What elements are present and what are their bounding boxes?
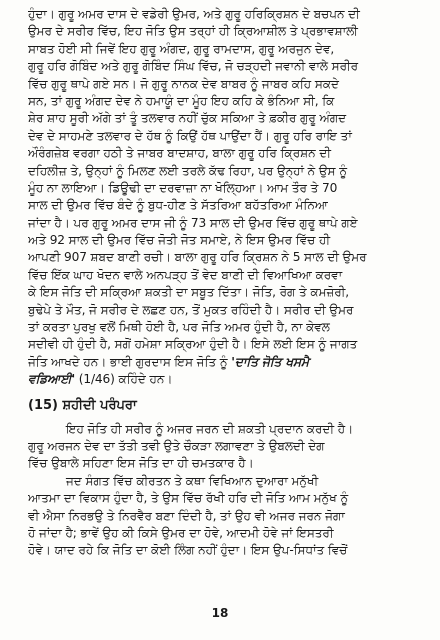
text-line: ਸਦੀਵੀ ਹੀ ਹੁੰਦੀ ਹੈ, ਸਗੋਂ ਹਮੇਸ਼ਾ ਸਕ੍ਰਿਆ ਹੁੰਦੀ ਹੈ। ਇਸੇ ਲਈ ਇਸ ਨੂੰ ਜਾਗਤ: [28, 337, 358, 352]
text-line: ਹੁੰਦਾ। ਗੁਰੂ ਅਮਰ ਦਾਸ ਦੇ ਵਡੇਰੀ ਉਮਰ, ਅਤੇ ਗੁਰੂ ਹਰਿਕ੍ਰਿਸ਼ਨ ਦੇ ਬਚਪਨ ਦੀ: [28, 7, 360, 21]
paragraph-3: [28, 473, 414, 560]
paragraph-1: [28, 6, 414, 389]
text-line: ਸ਼ੇਰ ਸ਼ਾਹ ਸੂਰੀ ਅੱਗੇ ਤਾਂ ਤੂੰ ਤਲਵਾਰ ਨਹੀਂ ਚੁੱਕ ਸਕਿਆ ਤੇ ਫ਼ਕੀਰ ਗੁਰੂ ਅੰਗਦ: [28, 111, 347, 126]
text-line: [28, 354, 414, 371]
paragraph-2: [28, 421, 414, 473]
text-line: ਗੁਰੂ ਹਰਿ ਗੋਬਿੰਦ ਅਤੇ ਗੁਰੂ ਗੋਬਿੰਦ ਸਿੰਘ ਵਿੱਚ, ਜੋ ਚੜ੍ਹਦੀ ਜਵਾਨੀ ਵਾਲੇ ਸਰੀਰ: [28, 59, 359, 74]
page-content: [28, 6, 414, 560]
text-line: ਜਾਂਦਾ ਹੈ। ਪਰ ਗੁਰੂ ਅਮਰ ਦਾਸ ਜੀ ਨੂੰ 73 ਸਾਲ ਦੀ ਉਮਰ ਵਿੱਚ ਗੁਰੂ ਥਾਪੇ ਗਏ: [28, 215, 358, 230]
text-line: ਜਦ ਸੰਗਤ ਵਿੱਚ ਕੀਰਤਨ ਤੇ ਕਥਾ ਵਿਖਿਆਨ ਦੁਆਰਾ ਮਨੁੱਖੀ: [66, 473, 319, 488]
text-line: ਵਿੱਚ ਗੁਰੂ ਥਾਪੇ ਗਏ ਸਨ। ਜੋ ਗੁਰੂ ਨਾਨਕ ਦੇਵ ਬਾਬਰ ਨੂੰ ਜਾਬਰ ਕਹਿ ਸਕਦੇ: [28, 76, 339, 91]
text-line: ਵੀ ਐਸਾ ਨਿਰਭਉ ਤੇ ਨਿਰਵੈਰ ਬਣਾ ਦਿੰਦੀ ਹੈ, ਤਾਂ ਉਹ ਵੀ ਅਜਰ ਜਰਨ ਜੋਗਾ: [28, 508, 345, 523]
quote-text: 'ਦਾਤਿ ਜੋਤਿ ਖਸਮੈ: [231, 354, 309, 369]
text-line: ਆਪਣੀ 907 ਸ਼ਬਦ ਬਾਣੀ ਰਚੀ। ਬਾਲਾ ਗੁਰੂ ਹਰਿ ਕ੍ਰਿਸ਼ਨ ਨੇ 5 ਸਾਲ ਦੀ ਉਮਰ: [28, 250, 367, 265]
text-line: [28, 371, 414, 388]
text-line: ਅਤੇ 92 ਸਾਲ ਦੀ ਉਮਰ ਵਿੱਚ ਜੋਤੀ ਜੋਤ ਸਮਾਏ, ਨੇ ਇਸ ਉਮਰ ਵਿੱਚ ਹੀ: [28, 233, 331, 248]
text-line: ਵਿੱਚ ਇੱਕ ਘਾਹ ਖੋਦਨ ਵਾਲੇ ਅਨਪੜ੍ਹ ਤੋਂ ਵੇਦ ਬਾਣੀ ਦੀ ਵਿਆਖਿਆ ਕਰਵਾ: [28, 267, 343, 282]
text-line: ਵਿੱਚ ਉਬਾਲੇ ਸਹਿਣਾ ਇਸ ਜੋਤਿ ਦਾ ਹੀ ਚਮਤਕਾਰ ਹੈ।: [28, 456, 254, 471]
text-line: ਹੋਵੇ। ਯਾਦ ਰਹੇ ਕਿ ਜੋਤਿ ਦਾ ਕੋਈ ਲਿੰਗ ਨਹੀਂ ਹੁੰਦਾ। ਇਸ ਉਪ-ਸਿਧਾਂਤ ਵਿਚੋਂ: [28, 543, 348, 558]
section-heading: (15) ਸ਼ਹੀਦੀ ਪਰੰਪਰਾ: [28, 397, 137, 413]
page-number: 18: [211, 606, 229, 620]
text-line: ਸਾਬਤ ਹੋਈ ਸੀ ਜਿਵੇਂ ਇਹ ਗੁਰੂ ਅੰਗਦ, ਗੁਰੂ ਰਾਮਦਾਸ, ਗੁਰੂ ਅਰਜੁਨ ਦੇਵ,: [28, 41, 335, 56]
text-line: ਆਤਮਾ ਦਾ ਵਿਕਾਸ ਹੁੰਦਾ ਹੈ, ਤੇ ਉਸ ਵਿੱਚ ਰੱਖੀ ਹਰਿ ਦੀ ਜੋਤਿ ਆਮ ਮਨੁੱਖ ਨੂੰ: [28, 491, 349, 506]
text-line: ਹੋ ਜਾਂਦਾ ਹੈ; ਭਾਵੇਂ ਉਹ ਕੀ ਕਿਸੇ ਉਮਰ ਦਾ ਹੋਵੇ, ਆਦਮੀ ਹੋਵੇ ਜਾਂ ਇਸਤਰੀ: [28, 525, 334, 540]
text-line: ਮੂੰਹ ਨਾ ਲਾਇਆ। ਡਿਊਢੀ ਦਾ ਦਰਵਾਜ਼ਾ ਨਾ ਖੋਲ੍ਹਿਆ। ਆਮ ਤੌਰ ਤੇ 70: [28, 180, 338, 195]
text-line: ਤਾਂ ਕਰਤਾ ਪੁਰਖੁ ਵਲੋਂ ਮਿਥੀ ਹੋਈ ਹੈ, ਪਰ ਜੋਤਿ ਅਮਰ ਹੁੰਦੀ ਹੈ, ਨਾ ਕੇਵਲ: [28, 320, 330, 335]
text-line: ਔਰੰਗਜ਼ੇਬ ਵਰਗਾ ਹਠੀ ਤੇ ਜਾਬਰ ਬਾਦਸ਼ਾਹ, ਬਾਲਾ ਗੁਰੂ ਹਰਿ ਕ੍ਰਿਸ਼ਨ ਦੀ: [28, 146, 331, 161]
text-line: ਬੁਢੇਪੇ ਤੇ ਮੌਤ, ਜੋ ਸਰੀਰ ਦੇ ਲਛਣ ਹਨ, ਤੋਂ ਮੁਕਤ ਰਹਿੰਦੀ ਹੈ। ਸਰੀਰ ਦੀ ਉਮਰ: [28, 302, 354, 317]
text-line: ਗੁਰੂ ਅਰਜਨ ਦੇਵ ਦਾ ਤੱਤੀ ਤਵੀ ਉਤੇ ਚੌਕੜਾ ਲਗਾਵਣਾ ਤੇ ਉਬਲਦੀ ਦੇਗ: [28, 438, 325, 453]
text-line: ਉਮਰ ਦੇ ਸਰੀਰ ਵਿੱਚ, ਇਹ ਜੋਤਿ ਉਸ ਤਰ੍ਹਾਂ ਹੀ ਕ੍ਰਿਆਸ਼ੀਲ ਤੇ ਪ੍ਰਭਾਵਸ਼ਾਲੀ: [28, 24, 358, 39]
quote-text-end: ਵਡਿਆਈ': [28, 372, 76, 387]
text-line: ਦਹਿਲੀਜ਼ ਤੇ, ਉਨ੍ਹਾਂ ਨੂੰ ਮਿਲਣ ਲਈ ਤਰਲੇ ਕੱਢ ਰਿਹਾ, ਪਰ ਉਨ੍ਹਾਂ ਨੇ ਉਸ ਨੂੰ: [28, 163, 347, 178]
text-line: ਸਾਲ ਦੀ ਉਮਰ ਵਿੱਚ ਬੰਦੇ ਨੂੰ ਬੁਧ-ਹੀਣ ਤੇ ਸੱਤਰਿਆ ਬਹੱਤਰਿਆ ਮੰਨਿਆ: [28, 198, 328, 213]
text-line: ਇਹ ਜੋਤਿ ਹੀ ਸਰੀਰ ਨੂੰ ਅਜਰ ਜਰਨ ਦੀ ਸ਼ਕਤੀ ਪ੍ਰਦਾਨ ਕਰਦੀ ਹੈ।: [66, 421, 354, 436]
text-line: ਸਨ, ਤਾਂ ਗੁਰੂ ਅੰਗਦ ਦੇਵ ਨੇ ਹਮਾਯੂੰ ਦਾ ਮੂੰਹ ਇਹ ਕਹਿ ਕੇ ਭੰਨਿਆ ਸੀ, ਕਿ: [28, 93, 335, 108]
text-line-start: ਜੋਤਿ ਆਖਦੇ ਹਨ। ਭਾਈ ਗੁਰਦਾਸ ਇਸ ਜੋਤਿ ਨੂੰ: [28, 354, 228, 369]
quote-citation: (1/46) ਕਹਿੰਦੇ ਹਨ।: [75, 372, 173, 387]
text-line: ਦੇਵ ਦੇ ਸਾਹਮਣੇ ਤਲਵਾਰ ਦੇ ਹੱਥ ਨੂੰ ਕਿਉਂ ਹੱਥ ਪਾਉਂਦਾ ਹੈਂ। ਗੁਰੂ ਹਰਿ ਰਾਇ ਤਾਂ: [28, 128, 352, 143]
text-line: ਕੇ ਇਸ ਜੋਤਿ ਦੀ ਸਕ੍ਰਿਆ ਸ਼ਕਤੀ ਦਾ ਸਬੂਤ ਦਿੱਤਾ। ਜੋਤਿ, ਰੋਗ ਤੇ ਕਮਜ਼ੋਰੀ,: [28, 285, 350, 300]
